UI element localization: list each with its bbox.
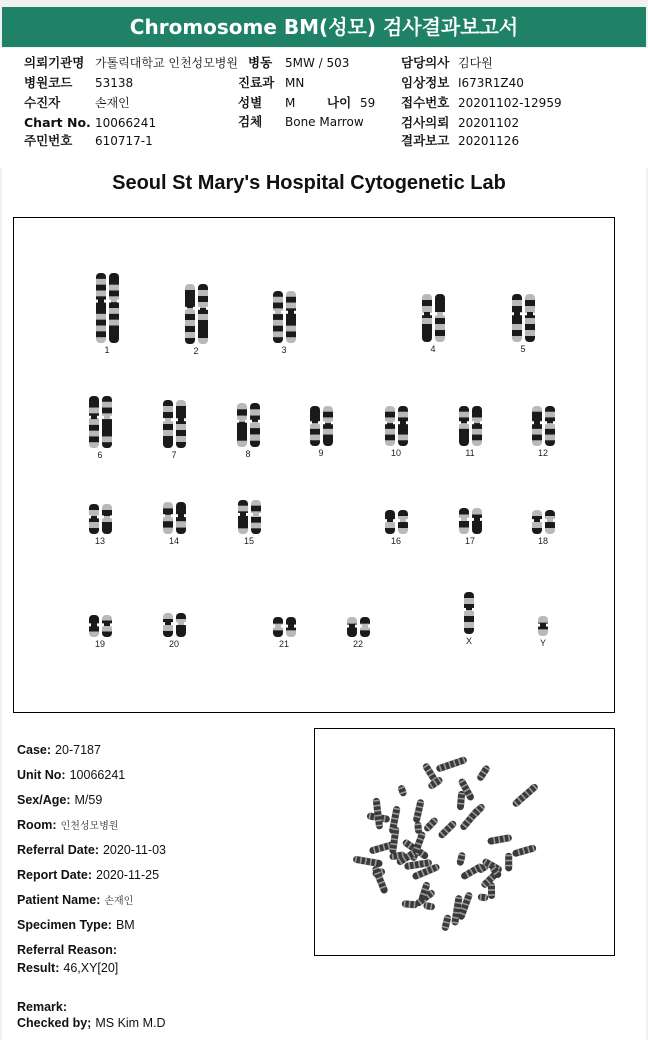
patient-info-panel [0, 48, 648, 168]
room-value: 인천성모병원 [60, 821, 119, 832]
sex-label: 성별 [238, 95, 263, 110]
metaphase-chromosome [353, 855, 384, 867]
clinical-info-value: I673R1Z40 [458, 76, 524, 90]
chromosome-pair-2 [166, 284, 226, 357]
metaphase-chromosome [437, 819, 458, 839]
attending-doctor-value: 김다원 [458, 56, 493, 70]
metaphase-chromosome [512, 844, 537, 857]
referral-date-label: Referral Date: [17, 843, 99, 857]
metaphase-spread-image [315, 729, 613, 954]
ward-value: 5MW / 503 [285, 56, 350, 70]
department-value: MN [285, 76, 305, 90]
checked-by-label: Checked by; [17, 1016, 92, 1030]
checked-by-value: MS Kim M.D [95, 1016, 166, 1030]
remark-row [17, 999, 71, 1015]
chromosome-label: 6 [97, 450, 103, 460]
report-title: Chromosome BM(성모) 검사결과보고서 [129, 15, 519, 39]
metaphase-chromosome [487, 834, 512, 845]
result-report-date-label: 결과보고 [401, 133, 450, 148]
chromosome-pair-5 [493, 294, 553, 355]
chromosome-label: 21 [278, 639, 289, 649]
chromosome-label: 18 [537, 536, 548, 546]
unit-no-value: 10066241 [69, 768, 126, 782]
metaphase-chromosome [478, 893, 489, 901]
case-value: 20-7187 [55, 743, 101, 757]
chromosome-pair-1 [77, 273, 137, 356]
specimen-label: 검체 [238, 114, 263, 129]
metaphase-chromosome [511, 782, 539, 808]
chromosome-pair-3 [254, 291, 314, 356]
chromosome-image-2 [183, 284, 210, 344]
chromosome-label: 17 [464, 536, 475, 546]
unit-no-label: Unit No: [17, 768, 66, 782]
chromosome-label: 9 [318, 448, 324, 458]
chromosome-label: 3 [281, 345, 287, 355]
chromosome-image-20 [161, 613, 188, 637]
resident-number-value: 610717-1 [95, 134, 153, 148]
chromosome-pair-14 [144, 502, 204, 547]
specimen-type-value: BM [115, 918, 135, 932]
result-value: 46,XY[20] [63, 961, 119, 975]
chromosome-image-11 [457, 406, 484, 446]
chromosome-image-22 [345, 617, 372, 637]
patient-name-row [17, 892, 133, 910]
chromosome-label: 15 [243, 536, 254, 546]
chromosome-image-Y [536, 616, 550, 636]
chromosome-label: 4 [430, 344, 436, 354]
chromosome-pair-19 [70, 615, 130, 650]
patient-label: 수진자 [24, 95, 61, 110]
chromosome-image-15 [236, 500, 263, 534]
result-row [17, 960, 118, 976]
chromosome-label: 20 [168, 639, 179, 649]
chromosome-image-13 [87, 504, 114, 534]
chromosome-pair-9 [291, 406, 351, 459]
receipt-number-value: 20201102-12959 [458, 96, 562, 110]
room-row [17, 817, 119, 835]
chromosome-label: 8 [245, 449, 251, 459]
age-label: 나이 [327, 95, 352, 110]
chromosome-pair-10 [366, 406, 426, 459]
resident-number-label: 주민번호 [24, 133, 73, 148]
metaphase-chromosome [435, 756, 467, 773]
chart-no-label: Chart No. [24, 115, 91, 130]
chromosome-image-6 [87, 396, 114, 448]
chromosome-image-3 [271, 291, 298, 343]
chart-no-value: 10066241 [95, 116, 157, 130]
result-label: Result: [17, 961, 60, 975]
chromosome-image-16 [383, 510, 410, 534]
metaphase-chromosome [423, 816, 440, 833]
chromosome-label: 2 [193, 346, 199, 356]
sex-age-value: M/59 [74, 793, 103, 807]
patient-name-label: Patient Name: [17, 893, 101, 907]
chromosome-pair-18 [513, 510, 573, 547]
clinical-info-label: 임상정보 [401, 75, 450, 90]
referral-reason-row [17, 942, 121, 958]
chromosome-label: 1 [104, 345, 110, 355]
karyogram-panel [13, 217, 615, 713]
chromosome-pair-13 [70, 504, 130, 547]
hospital-code-value: 53138 [95, 76, 134, 90]
metaphase-chromosome [476, 764, 491, 782]
chromosome-image-14 [161, 502, 188, 534]
chromosome-label: Y [539, 638, 546, 648]
unit-no-row [17, 767, 125, 783]
chromosome-pair-X [439, 592, 499, 647]
chromosome-label: 7 [171, 450, 177, 460]
chromosome-label: 13 [94, 536, 105, 546]
chromosome-pair-16 [366, 510, 426, 547]
metaphase-image-panel [314, 728, 615, 956]
chromosome-pair-Y [513, 616, 573, 649]
chromosome-label: 5 [520, 344, 526, 354]
age-value: 59 [360, 96, 376, 110]
chromosome-pair-17 [440, 508, 500, 547]
sex-age-label: Sex/Age: [17, 793, 71, 807]
chromosome-image-5 [510, 294, 537, 342]
test-request-date-label: 검사의뢰 [401, 115, 450, 130]
sex-value: M [285, 96, 296, 110]
patient-value: 손재인 [95, 96, 130, 110]
chromosome-pair-21 [254, 617, 314, 650]
specimen-type-row [17, 917, 135, 933]
chromosome-image-7 [161, 400, 188, 448]
metaphase-chromosome [413, 799, 425, 824]
checked-by-row [17, 1015, 165, 1031]
chromosome-label: 19 [94, 639, 105, 649]
test-request-date-value: 20201102 [458, 116, 520, 130]
chromosome-image-4 [420, 294, 447, 342]
chromosome-image-18 [530, 510, 557, 534]
metaphase-chromosome [441, 914, 452, 932]
hospital-code-label: 병원코드 [24, 75, 73, 90]
report-title-bar [2, 7, 646, 47]
metaphase-chromosome [505, 853, 512, 872]
chromosome-label: 22 [352, 639, 363, 649]
receipt-number-label: 접수번호 [401, 95, 450, 110]
chromosome-pair-11 [440, 406, 500, 459]
chromosome-pair-8 [218, 403, 278, 460]
chromosome-label: 11 [465, 448, 475, 458]
patient-name-value: 손재인 [104, 896, 134, 907]
attending-doctor-label: 담당의사 [401, 55, 450, 70]
chromosome-pair-4 [403, 294, 463, 355]
report-date-row [17, 867, 159, 883]
chromosome-image-12 [530, 406, 557, 446]
specimen-type-label: Specimen Type: [17, 918, 112, 932]
referral-reason-label: Referral Reason: [17, 943, 118, 957]
chromosome-image-10 [383, 406, 410, 446]
case-row [17, 742, 101, 758]
requesting-institution-label: 의뢰기관명 [24, 55, 85, 70]
chromosome-label: 10 [390, 448, 401, 458]
chromosome-pair-22 [328, 617, 388, 650]
chromosome-image-X [462, 592, 476, 634]
chromosome-label: X [465, 636, 472, 646]
result-report-date-value: 20201126 [458, 134, 520, 148]
chromosome-image-1 [94, 273, 121, 343]
report-date-value: 2020-11-25 [96, 868, 160, 882]
chromosome-pair-12 [513, 406, 573, 459]
chromosome-label: 12 [537, 448, 548, 458]
metaphase-chromosome [456, 851, 466, 866]
chromosome-image-9 [308, 406, 335, 446]
metaphase-chromosome [423, 902, 436, 911]
room-label: Room: [17, 818, 57, 832]
referral-date-row [17, 842, 166, 858]
chromosome-image-19 [87, 615, 114, 637]
remark-label: Remark: [17, 1000, 68, 1014]
metaphase-chromosome [397, 784, 407, 797]
report-date-label: Report Date: [17, 868, 93, 882]
chromosome-image-8 [235, 403, 262, 447]
metaphase-chromosome [414, 821, 422, 834]
metaphase-chromosome [457, 791, 466, 811]
requesting-institution-value: 가톨릭대학교 인천성모병원 [95, 56, 238, 70]
ward-label: 병동 [248, 55, 273, 70]
department-label: 진료과 [238, 75, 275, 90]
chromosome-pair-15 [219, 500, 279, 547]
case-label: Case: [17, 743, 52, 757]
chromosome-image-21 [271, 617, 298, 637]
chromosome-pair-20 [144, 613, 204, 650]
chromosome-image-17 [457, 508, 484, 534]
chromosome-label: 16 [390, 536, 401, 546]
sex-age-row [17, 792, 102, 808]
chromosome-label: 14 [168, 536, 179, 546]
lab-title: Seoul St Mary's Hospital Cytogenetic Lab [112, 172, 506, 194]
chromosome-pair-6 [70, 396, 130, 461]
specimen-value: Bone Marrow [285, 115, 364, 129]
referral-date-value: 2020-11-03 [102, 843, 166, 857]
chromosome-pair-7 [144, 400, 204, 461]
